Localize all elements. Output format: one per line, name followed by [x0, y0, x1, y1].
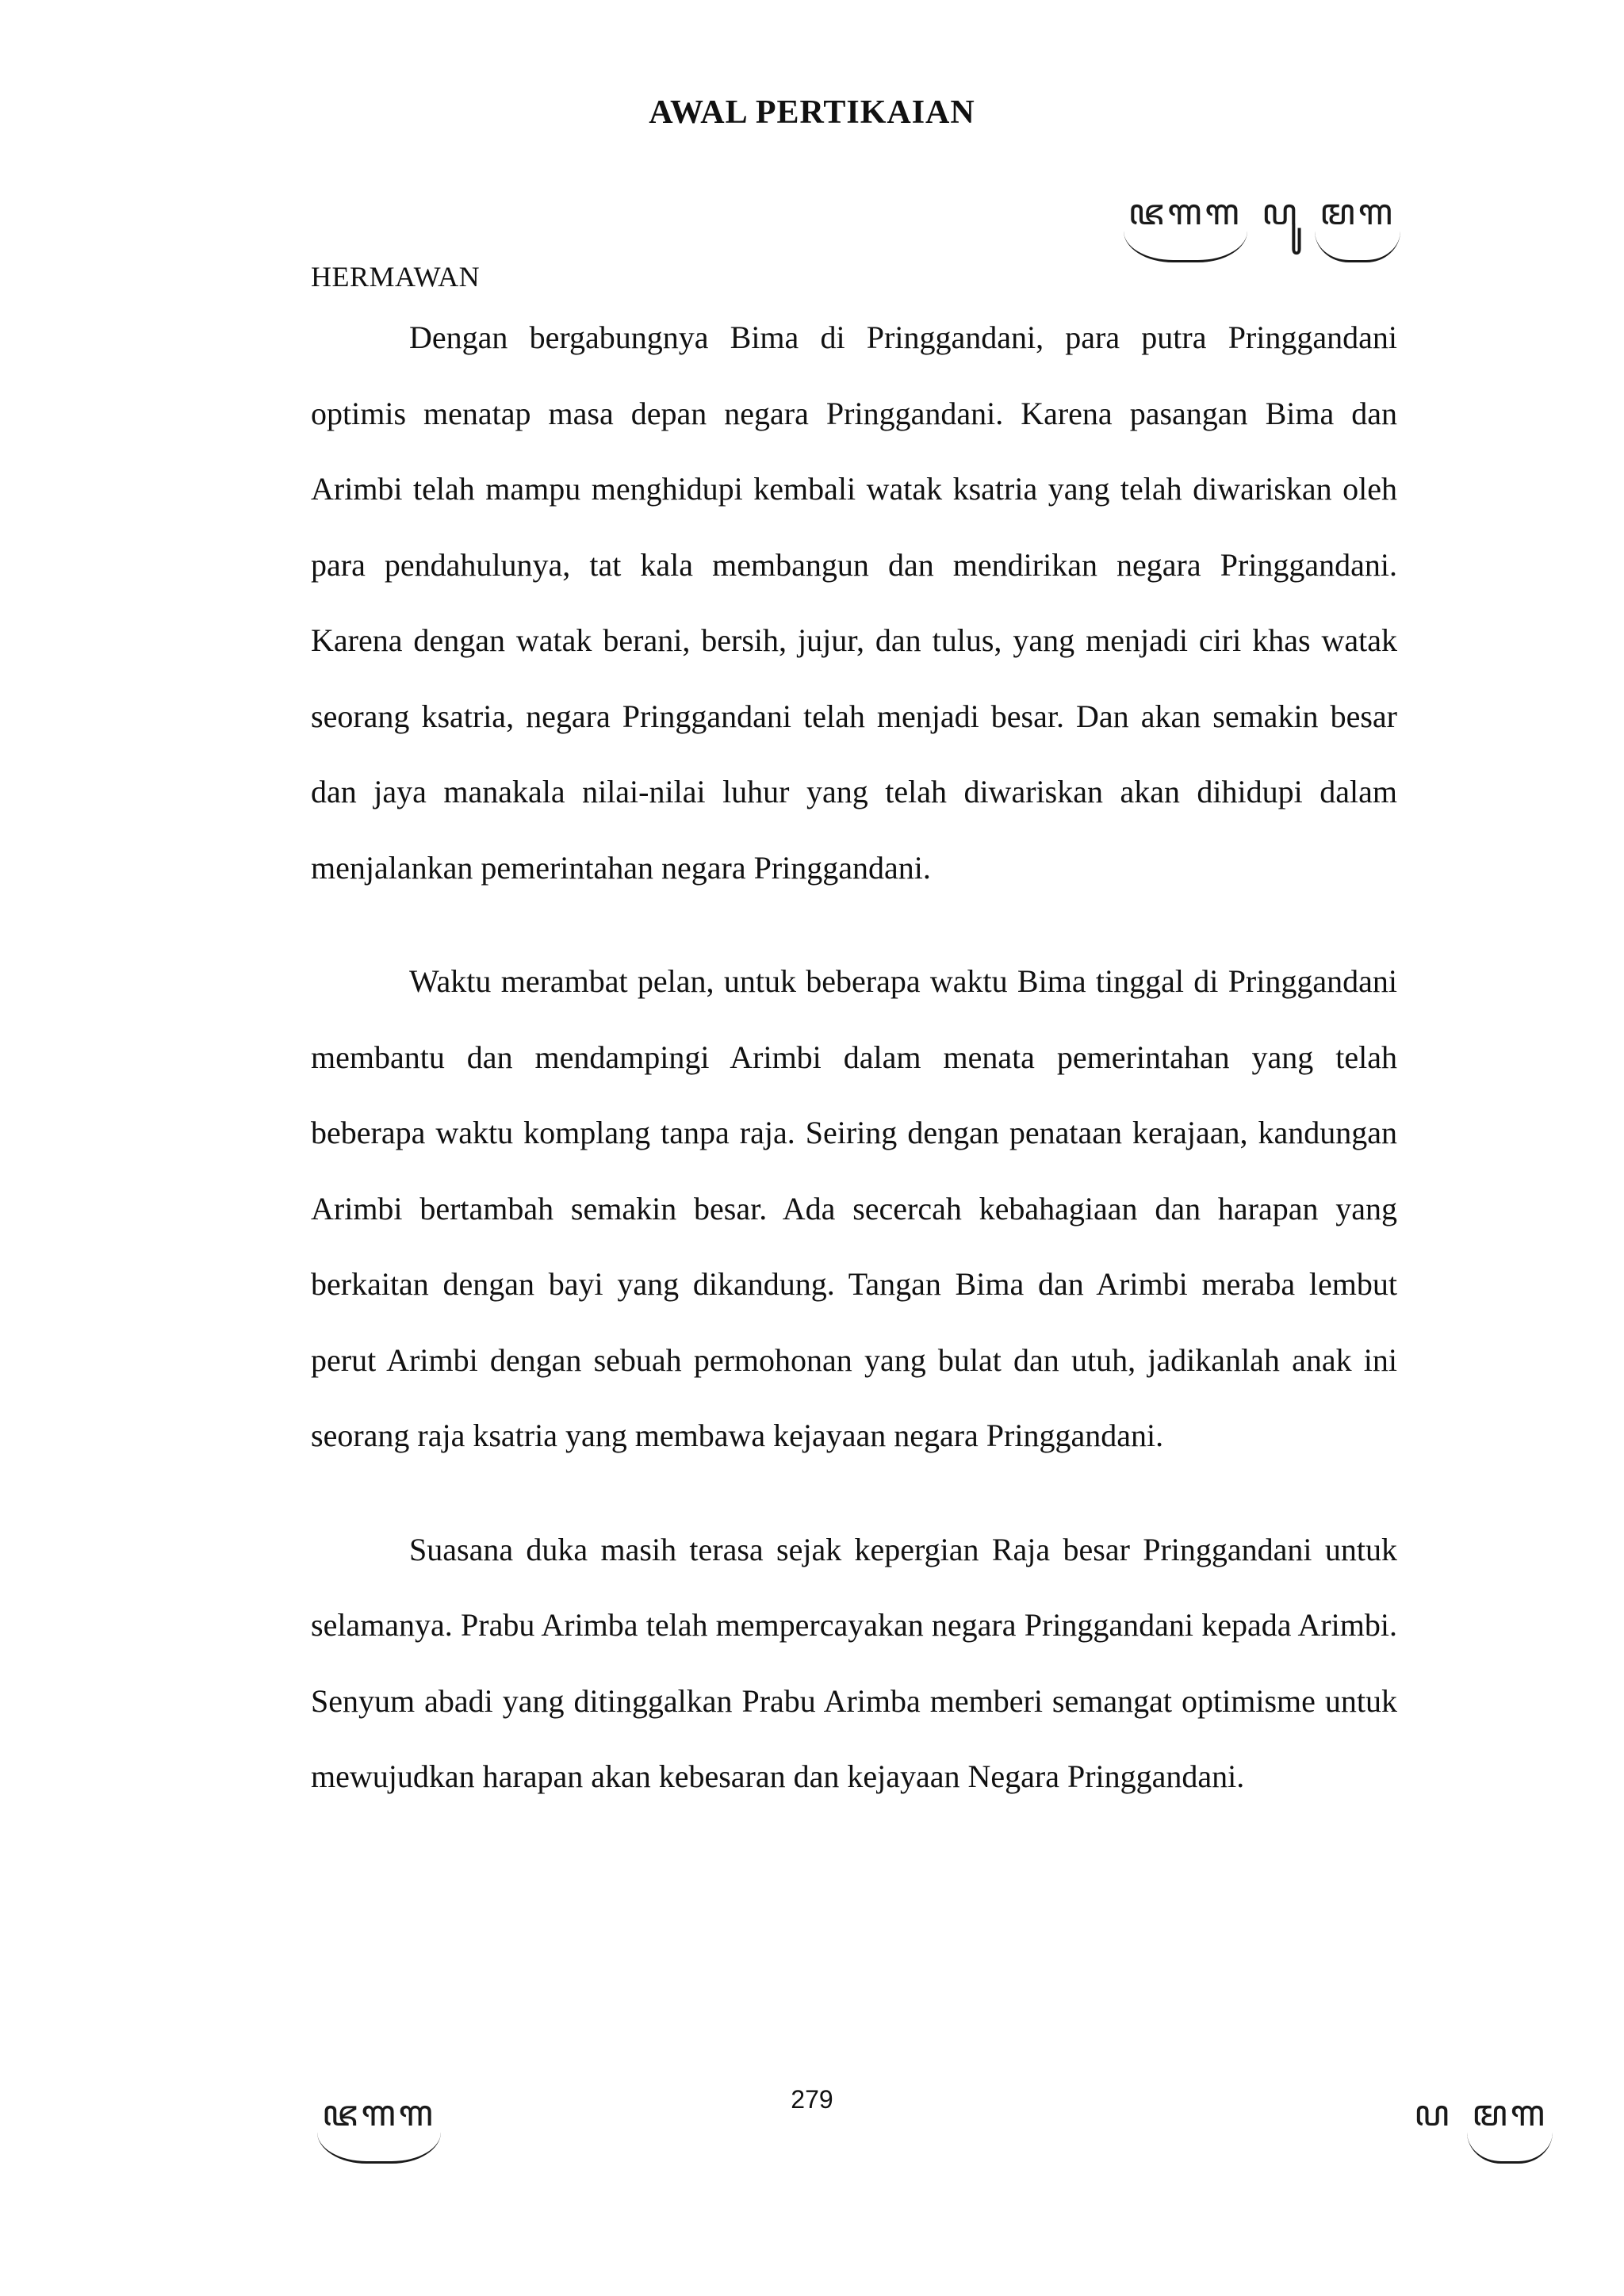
javanese-script-header-icon: ꦗꦒꦒ ꦥꦸ ꦩꦒ: [1124, 184, 1400, 262]
author-name: HERMAWAN: [311, 261, 481, 293]
paragraph-1: Dengan bergabungnya Bima di Pringgandani, para putra Pringgandani optimis menatap masa depan negara Pringgandani. Karena pasangan Bima dan Arimbi telah mampu menghidupi kembali watak ksatria yang telah diwariskan oleh para pendahulunya, tat kala membangun dan mendirikan negara Pringgandani. Karena dengan watak berani, bersih, jujur, dan tulus, yang menjadi ciri khas watak seorang ksatria, negara Pringgandani telah menjadi besar. Dan akan semakin besar dan jaya manakala nilai-nilai luhur yang telah diwariskan akan dihidupi dalam menjalankan pemerintahan negara Pringgandani.: [311, 320, 1397, 886]
javanese-script-footer-left-icon: ꦗꦒꦒ: [317, 2085, 441, 2164]
paragraph-3: Suasana duka masih terasa sejak kepergian Raja besar Pringgandani untuk selamanya. Prabu Arimba telah mempercayakan negara Pringgandani kepada Arimbi. Senyum abadi yang ditinggalkan Prabu Arimba memberi semangat optimisme untuk mewujudkan harapan akan kebesaran dan kejayaan Negara Pringgandani.: [311, 1531, 1397, 1794]
javanese-script-footer-right-icon: ꦥ ꦩꦒ: [1414, 2085, 1553, 2164]
paragraph-2: Waktu merambat pelan, untuk beberapa waktu Bima tinggal di Pringgandani membantu dan mendampingi Arimbi dalam menata pemerintahan yang telah beberapa waktu komplang tanpa raja. Seiring dengan penataan kerajaan, kandungan Arimbi bertambah semakin besar. Ada secercah kebahagiaan dan harapan yang berkaitan dengan bayi yang dikandung. Tangan Bima dan Arimbi meraba lembut perut Arimbi dengan sebuah permohonan yang bulat dan utuh, jadikanlah anak ini seorang raja ksatria yang membawa kejayaan negara Pringgandani.: [311, 963, 1397, 1453]
document-title: AWAL PERTIKAIAN: [649, 94, 975, 131]
page-number: 279: [791, 2085, 833, 2114]
body-text: [311, 300, 1397, 1853]
